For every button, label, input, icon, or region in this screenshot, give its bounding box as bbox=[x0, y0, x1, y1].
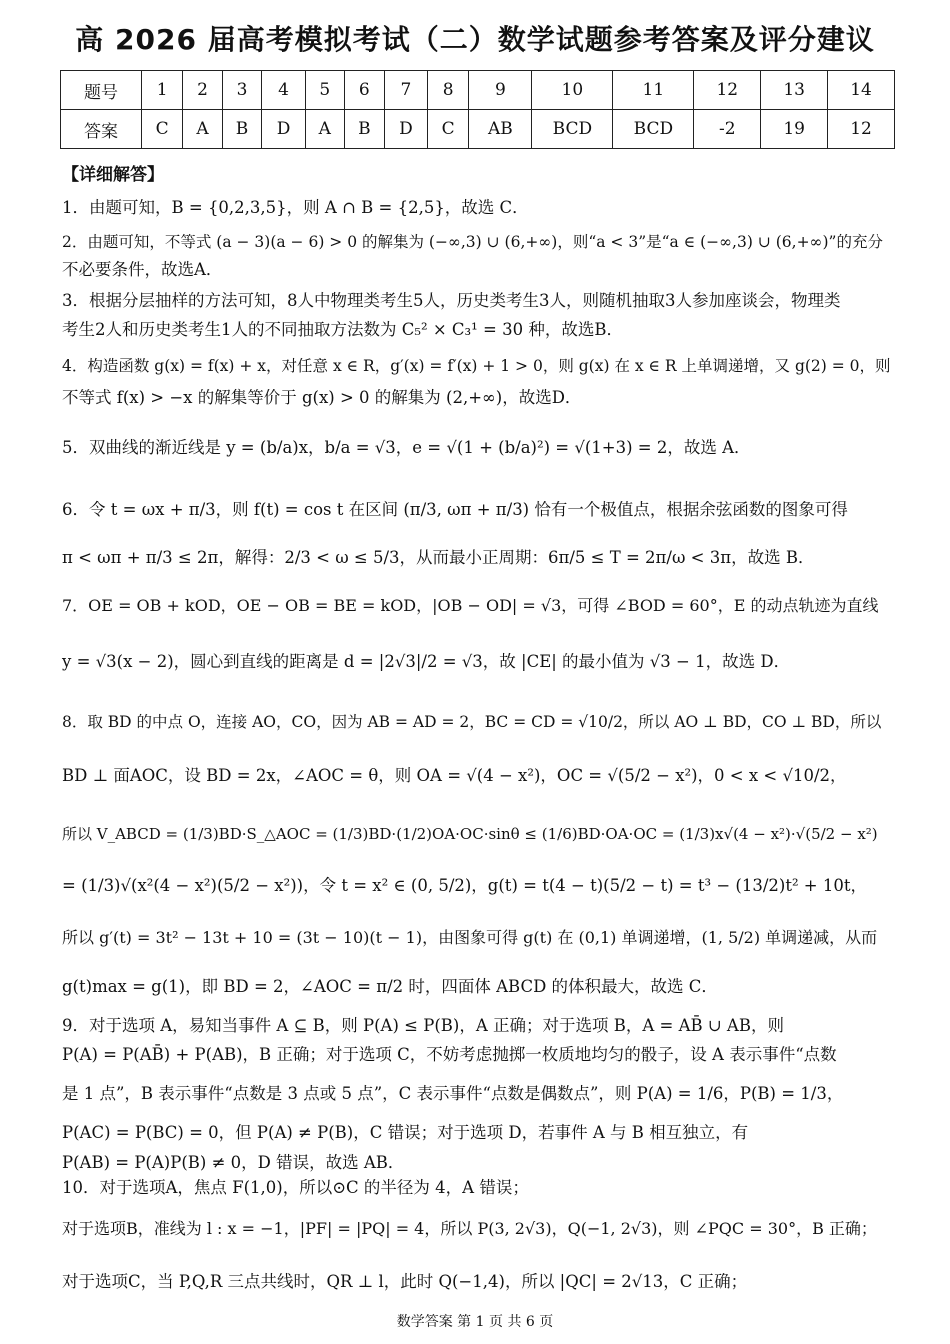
table-cell: -2 bbox=[694, 110, 761, 149]
solution-line: 所以 V_ABCD = (1/3)BD·S_△AOC = (1/3)BD·(1/2)OA·OC·sinθ ≤ (1/6)BD·OA·OC = (1/3)x√(4 − x²)·√(5/2 − x²) bbox=[62, 825, 878, 843]
row-label: 题号 bbox=[61, 71, 142, 110]
section-heading: 【详细解答】 bbox=[62, 165, 164, 185]
table-cell: BCD bbox=[532, 110, 613, 149]
table-cell: 4 bbox=[262, 71, 305, 110]
table-cell: B bbox=[222, 110, 262, 149]
solution-line: 不等式 f(x) > −x 的解集等价于 g(x) > 0 的解集为 (2,+∞)，故选D． bbox=[62, 388, 582, 407]
solution-line: 1．由题可知，B = {0,2,3,5}，则 A ∩ B = {2,5}，故选 C． bbox=[62, 198, 529, 217]
solution-line: 不必要条件，故选A． bbox=[62, 260, 223, 279]
solution-line: 是 1 点”，B 表示事件“点数是 3 点或 5 点”，C 表示事件“点数是偶数点”，则 P(A) = 1/6，P(B) = 1/3， bbox=[62, 1084, 844, 1103]
table-row-answers bbox=[61, 110, 895, 149]
table-cell: C bbox=[428, 110, 469, 149]
solution-line: g(t)max = g(1)，即 BD = 2，∠AOC = π/2 时，四面体 ABCD 的体积最大，故选 C． bbox=[62, 977, 718, 996]
solution-line: π < ωπ + π/3 ≤ 2π，解得：2/3 < ω ≤ 5/3，从而最小正周期：6π/5 ≤ T = 2π/ω < 3π，故选 B． bbox=[62, 548, 815, 567]
table-cell: 12 bbox=[694, 71, 761, 110]
solution-line: P(AC) = P(BC) = 0，但 P(A) ≠ P(B)，C 错误；对于选项 D，若事件 A 与 B 相互独立，有 bbox=[62, 1123, 749, 1142]
solution-line: 2．由题可知，不等式 (a − 3)(a − 6) > 0 的解集为 (−∞,3) ∪ (6,+∞)，则“a < 3”是“a ∈ (−∞,3) ∪ (6,+∞)”的充分 bbox=[62, 233, 883, 251]
solution-line: 3．根据分层抽样的方法可知，8人中物理类考生5人，历史类考生3人，则随机抽取3人参加座谈会，物理类 bbox=[62, 291, 841, 310]
solution-line: 6．令 t = ωx + π/3，则 f(t) = cos t 在区间 (π/3, ωπ + π/3) 恰有一个极值点，根据余弦函数的图象可得 bbox=[62, 500, 848, 519]
solution-line: P(A) = P(AB̄) + P(AB)，B 正确；对于选项 C，不妨考虑抛掷一枚质地均匀的骰子，设 A 表示事件“点数 bbox=[62, 1045, 837, 1064]
solution-line: BD ⊥ 面AOC，设 BD = 2x，∠AOC = θ，则 OA = √(4 − x²)，OC = √(5/2 − x²)，0 < x < √10/2， bbox=[62, 766, 847, 785]
table-cell: 14 bbox=[828, 71, 895, 110]
solution-line: y = √3(x − 2)，圆心到直线的距离是 d = |2√3|/2 = √3，故 |CE| 的最小值为 √3 − 1，故选 D． bbox=[62, 652, 791, 671]
table-cell: 6 bbox=[344, 71, 384, 110]
solution-line: 10．对于选项A，焦点 F(1,0)，所以⊙C 的半径为 4，A 错误； bbox=[62, 1178, 529, 1197]
table-cell: 11 bbox=[613, 71, 694, 110]
solution-line: 5．双曲线的渐近线是 y = (b/a)x，b/a = √3，e = √(1 + (b/a)²) = √(1+3) = 2，故选 A． bbox=[62, 438, 751, 457]
table-cell: 9 bbox=[469, 71, 532, 110]
solution-line: 考生2人和历史类考生1人的不同抽取方法数为 C₅² × C₃¹ = 30 种，故选B． bbox=[62, 320, 623, 339]
solution-line: P(AB) = P(A)P(B) ≠ 0，D 错误，故选 AB． bbox=[62, 1153, 405, 1172]
page-footer: 数学答案 第 1 页 共 6 页 bbox=[396, 1314, 554, 1330]
solution-line: 9．对于选项 A，易知当事件 A ⊆ B，则 P(A) ≤ P(B)，A 正确；对于选项 B，A = AB̄ ∪ AB，则 bbox=[62, 1016, 784, 1035]
table-cell: D bbox=[262, 110, 305, 149]
solution-line: 4．构造函数 g(x) = f(x) + x，对任意 x ∈ R，g′(x) = f′(x) + 1 > 0，则 g(x) 在 x ∈ R 上单调递增，又 g(2) = 0，则 bbox=[62, 357, 891, 375]
table-cell: 12 bbox=[828, 110, 895, 149]
table-cell: 10 bbox=[532, 71, 613, 110]
solution-line: 所以 g′(t) = 3t² − 13t + 10 = (3t − 10)(t − 1)，由图象可得 g(t) 在 (0,1) 单调递增，(1, 5/2) 单调递减，从而 bbox=[62, 928, 878, 947]
table-cell: A bbox=[183, 110, 222, 149]
table-cell: D bbox=[384, 110, 427, 149]
table-cell: 1 bbox=[142, 71, 183, 110]
table-row-numbers bbox=[61, 71, 895, 110]
table-cell: 8 bbox=[428, 71, 469, 110]
table-cell: BCD bbox=[613, 110, 694, 149]
page-title: 高 2026 届高考模拟考试（二）数学试题参考答案及评分建议 bbox=[75, 23, 875, 56]
table-cell: B bbox=[344, 110, 384, 149]
table-cell: AB bbox=[469, 110, 532, 149]
table-cell: C bbox=[142, 110, 183, 149]
solution-line: 7．OE = OB + kOD，OE − OB = BE = kOD，|OB − OD| = √3，可得 ∠BOD = 60°，E 的动点轨迹为直线 bbox=[62, 596, 879, 615]
solution-line: 8．取 BD 的中点 O，连接 AO，CO，因为 AB = AD = 2，BC = CD = √10/2，所以 AO ⊥ BD，CO ⊥ BD，所以 bbox=[62, 713, 882, 731]
table-cell: 19 bbox=[761, 110, 828, 149]
table-cell: 7 bbox=[384, 71, 427, 110]
answer-table bbox=[60, 70, 895, 149]
table-cell: 3 bbox=[222, 71, 262, 110]
solution-line: 对于选项B，准线为 l : x = −1，|PF| = |PQ| = 4，所以 P(3, 2√3)，Q(−1, 2√3)，则 ∠PQC = 30°，B 正确； bbox=[62, 1219, 877, 1238]
table-cell: 13 bbox=[761, 71, 828, 110]
table-cell: A bbox=[305, 110, 344, 149]
row-label: 答案 bbox=[61, 110, 142, 149]
table-cell: 5 bbox=[305, 71, 344, 110]
solution-line: 对于选项C，当 P,Q,R 三点共线时，QR ⊥ l，此时 Q(−1,4)，所以 |QC| = 2√13，C 正确； bbox=[62, 1272, 748, 1291]
solution-line: = (1/3)√(x²(4 − x²)(5/2 − x²))，令 t = x² ∈ (0, 5/2)，g(t) = t(4 − t)(5/2 − t) = t³ − (13/2)t² + 10t， bbox=[62, 876, 868, 895]
table-cell: 2 bbox=[183, 71, 222, 110]
